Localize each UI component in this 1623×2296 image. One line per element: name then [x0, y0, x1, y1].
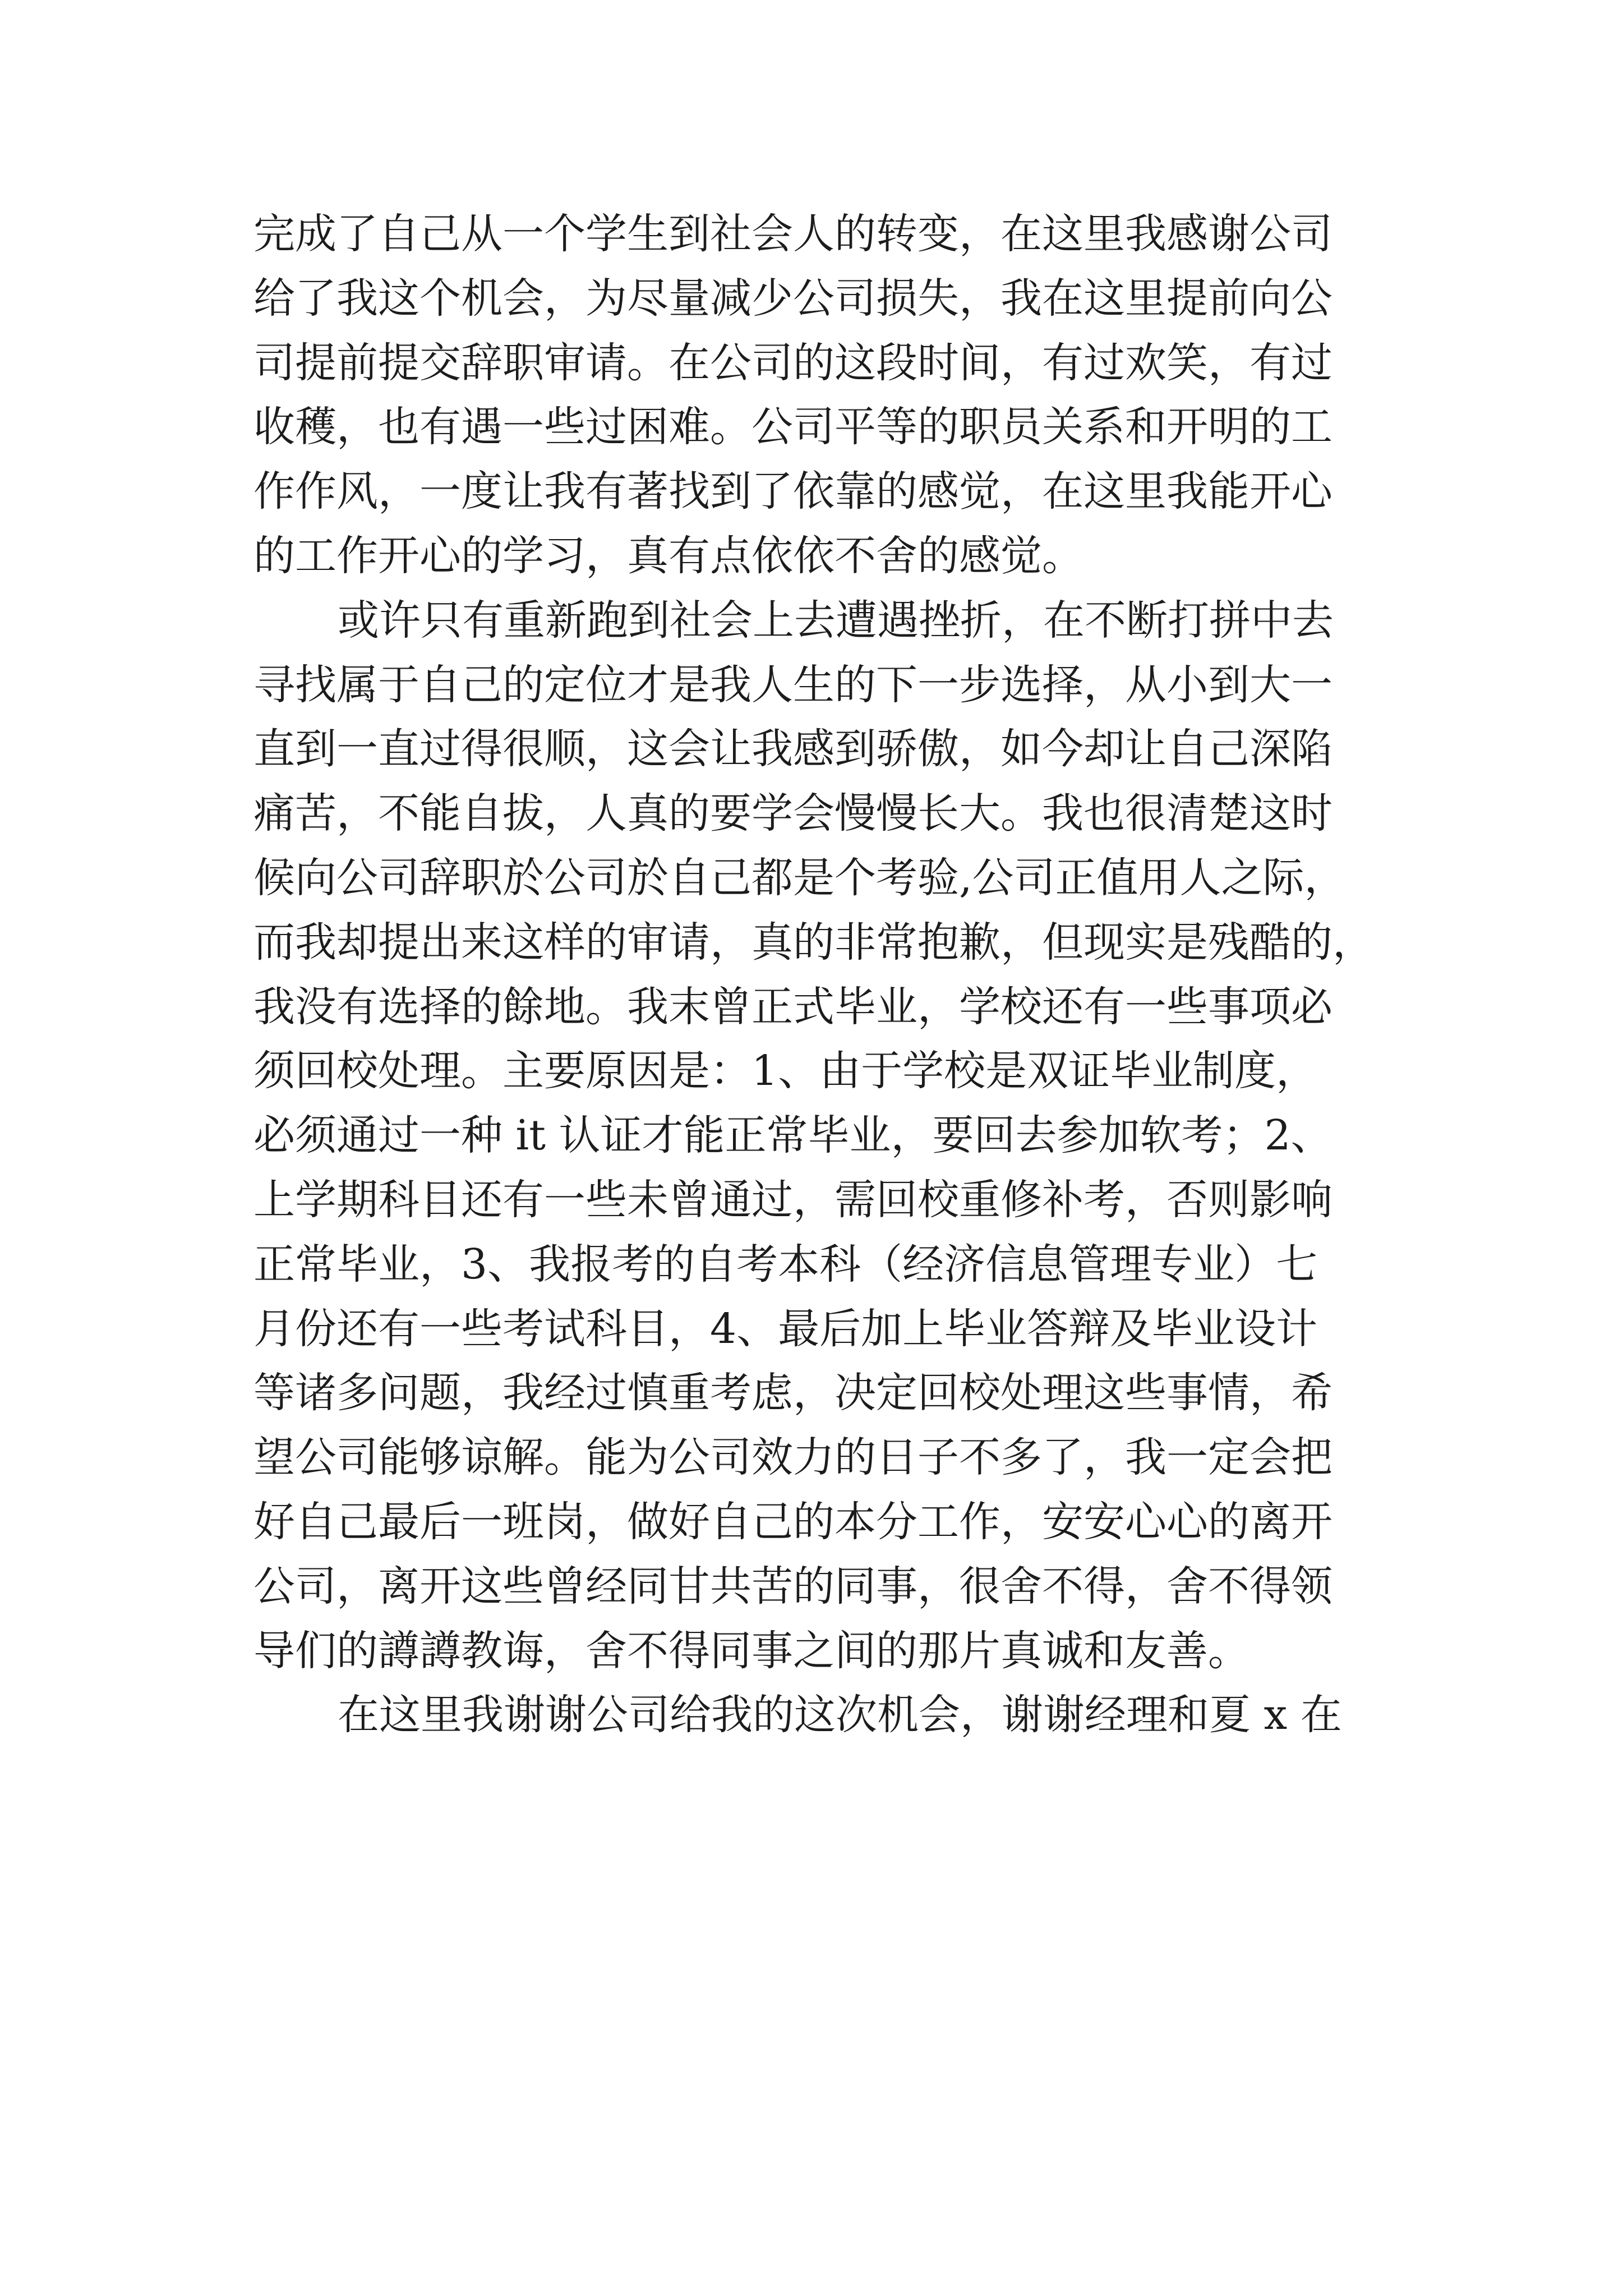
text-line: 候向公司辞职於公司於自己都是个考验,公司正值用人之际， — [253, 853, 1346, 902]
text-line: 好自己最后一班岗，做好自己的本分工作，安安心心的离开 — [253, 1497, 1332, 1546]
text-line: 月份还有一些考试科目，4、最后加上毕业答辩及毕业设计 — [253, 1304, 1318, 1353]
paragraph-first-line: 在这里我谢谢公司给我的这次机会，谢谢经理和夏 x 在 — [338, 1691, 1342, 1740]
text-line: 司提前提交辞职审请。在公司的这段时间，有过欢笑，有过 — [253, 338, 1332, 387]
text-line: 完成了自己从一个学生到社会人的转变，在这里我感谢公司 — [253, 210, 1332, 258]
body-text — [253, 202, 1398, 1747]
text-line: 须回校处理。主要原因是：1、由于学校是双证毕业制度， — [253, 1047, 1318, 1096]
text-line: 上学期科目还有一些未曾通过，需回校重修补考，否则影响 — [253, 1175, 1332, 1224]
text-line: 等诸多问题，我经过慎重考虑，决定回校处理这些事情，希 — [253, 1369, 1332, 1418]
text-line: 望公司能够谅解。能为公司效力的日子不多了，我一定会把 — [253, 1433, 1332, 1482]
text-line: 收穫，也有遇一些过困难。公司平等的职员关系和开明的工 — [253, 403, 1332, 452]
text-line: 的工作开心的学习，真有点依依不舍的感觉。 — [253, 531, 1083, 580]
text-line: 直到一直过得很顺，这会让我感到骄傲，如今却让自己深陷 — [253, 725, 1332, 774]
text-line: 给了我这个机会，为尽量减少公司损失，我在这里提前向公 — [253, 274, 1332, 323]
text-line: 寻找属于自己的定位才是我人生的下一步选择，从小到大一 — [253, 660, 1332, 709]
text-line: 必须通过一种 it 认证才能正常毕业，要回去参加软考；2、 — [253, 1111, 1332, 1160]
text-line: 公司，离开这些曾经同甘共苦的同事，很舍不得，舍不得领 — [253, 1562, 1332, 1611]
text-line: 正常毕业，3、我报考的自考本科（经济信息管理专业）七 — [253, 1240, 1318, 1289]
text-line: 我没有选择的餘地。我末曾正式毕业，学校还有一些事项必 — [253, 982, 1332, 1031]
text-line: 痛苦，不能自拔，人真的要学会慢慢长大。我也很清楚这时 — [253, 789, 1332, 838]
text-line: 导们的譐譐教诲，舍不得同事之间的那片真诚和友善。 — [253, 1626, 1249, 1675]
paragraph-first-line: 或许只有重新跑到社会上去遭遇挫折，在不断打拼中去 — [338, 596, 1334, 645]
text-line: 作作风，一度让我有著找到了依靠的感觉，在这里我能开心 — [253, 467, 1332, 516]
text-line: 而我却提出来这样的审请，真的非常抱歉，但现实是残酷的， — [253, 918, 1374, 967]
